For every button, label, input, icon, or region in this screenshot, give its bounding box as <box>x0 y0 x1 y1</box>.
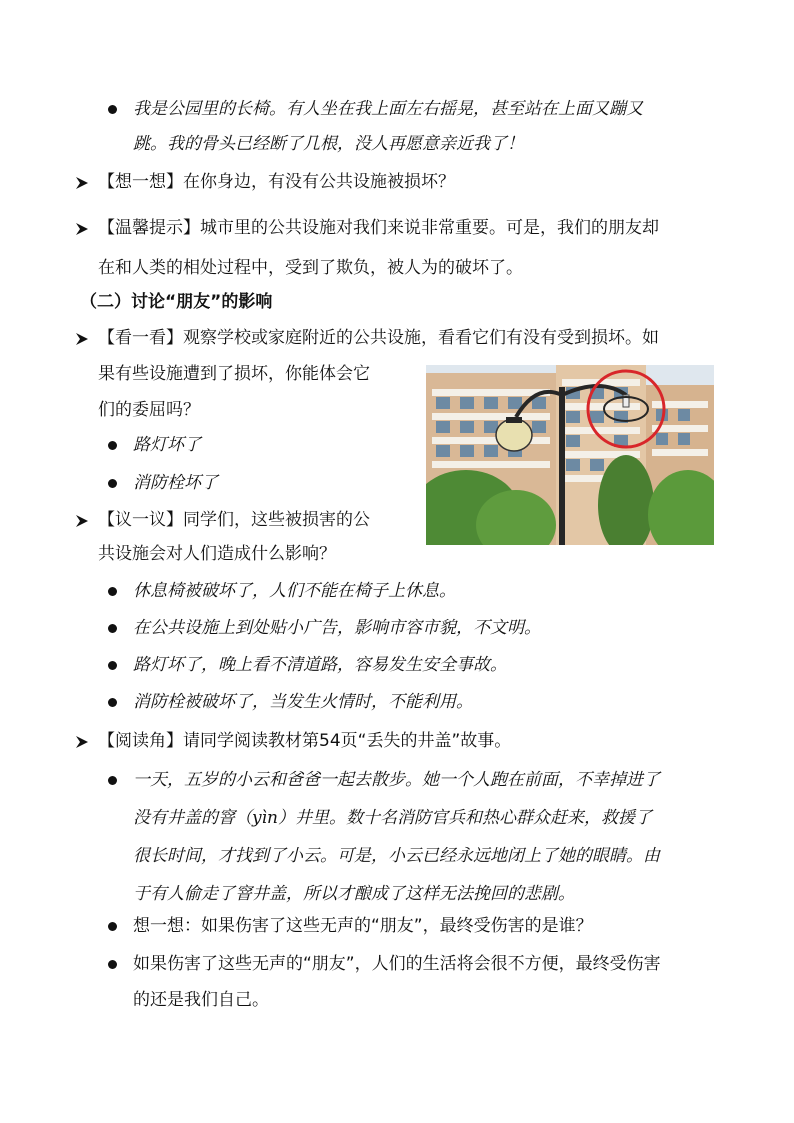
tip-tag: 【温馨提示】 <box>98 218 200 238</box>
bullet-icon <box>108 587 117 596</box>
tip-text-line1: 城市里的公共设施对我们来说非常重要。可是，我们的朋友却 <box>200 218 659 238</box>
arrow-bullet-icon <box>75 514 89 528</box>
reading-answer-line2: 的还是我们自己。 <box>133 990 269 1010</box>
discuss-line2: 共设施会对人们造成什么影响？ <box>98 544 336 564</box>
reading-line <box>98 729 511 753</box>
story-line4: 于有人偷走了窨井盖，所以才酿成了这样无法挽回的悲剧。 <box>133 884 575 904</box>
intro-bullet-line1: 我是公园里的长椅。有人坐在我上面左右摇晃，甚至站在上面又蹦又 <box>133 99 643 119</box>
discuss-item-2: 在公共设施上到处贴小广告，影响市容市貌，不文明。 <box>133 618 541 638</box>
story-line2: 没有井盖的窨（yìn）井里。数十名消防官兵和热心群众赶来，救援了 <box>133 808 652 828</box>
arrow-bullet-icon <box>75 222 89 236</box>
tip-line1 <box>98 216 659 240</box>
reading-question: 想一想：如果伤害了这些无声的“朋友”，最终受伤害的是谁？ <box>133 916 593 936</box>
bullet-icon <box>108 661 117 670</box>
discuss-item-3: 路灯坏了，晚上看不清道路，容易发生安全事故。 <box>133 655 507 675</box>
reading-answer-line1: 如果伤害了这些无声的“朋友”，人们的生活将会很不方便，最终受伤害 <box>133 954 661 974</box>
bullet-icon <box>108 922 117 931</box>
look-text-line1: 观察学校或家庭附近的公共设施，看看它们有没有受到损坏。如 <box>183 328 659 348</box>
look-item-streetlight: 路灯坏了 <box>133 435 201 455</box>
bullet-icon <box>108 960 117 969</box>
discuss-item-4: 消防栓被破坏了，当发生火情时，不能利用。 <box>133 692 473 712</box>
discuss-tag: 【议一议】 <box>98 510 183 530</box>
bullet-icon <box>108 441 117 450</box>
tip-line2: 在和人类的相处过程中，受到了欺负，被人为的破坏了。 <box>98 258 523 278</box>
look-item-hydrant: 消防栓坏了 <box>133 473 218 493</box>
look-line1 <box>98 326 659 350</box>
story-line3: 很长时间，才找到了小云。可是，小云已经永远地闭上了她的眼睛。由 <box>133 846 660 866</box>
look-line3: 们的委屈吗？ <box>98 400 200 420</box>
arrow-bullet-icon <box>75 735 89 749</box>
arrow-bullet-icon <box>75 332 89 346</box>
think-tag: 【想一想】 <box>98 172 183 192</box>
discuss-text-line1: 同学们，这些被损害的公 <box>183 510 370 530</box>
think-line <box>98 170 455 194</box>
bullet-icon <box>108 776 117 785</box>
think-text: 在你身边，有没有公共设施被损坏？ <box>183 172 455 192</box>
bullet-icon <box>108 105 117 114</box>
section-title: （二）讨论“朋友”的影响 <box>80 292 273 312</box>
look-tag: 【看一看】 <box>98 328 183 348</box>
look-line2: 果有些设施遭到了损坏，你能体会它 <box>98 364 370 384</box>
discuss-line1 <box>98 508 370 532</box>
arrow-bullet-icon <box>75 176 89 190</box>
reading-tag: 【阅读角】 <box>98 731 183 751</box>
story-line1: 一天，五岁的小云和爸爸一起去散步。她一个人跑在前面，不幸掉进了 <box>133 770 660 790</box>
broken-streetlight-photo <box>426 365 714 545</box>
intro-bullet-line2: 跳。我的骨头已经断了几根，没人再愿意亲近我了！ <box>133 134 524 154</box>
bullet-icon <box>108 698 117 707</box>
bullet-icon <box>108 624 117 633</box>
bullet-icon <box>108 479 117 488</box>
reading-text: 请同学阅读教材第54页“丢失的井盖”故事。 <box>183 731 512 751</box>
discuss-item-1: 休息椅被破坏了，人们不能在椅子上休息。 <box>133 581 456 601</box>
